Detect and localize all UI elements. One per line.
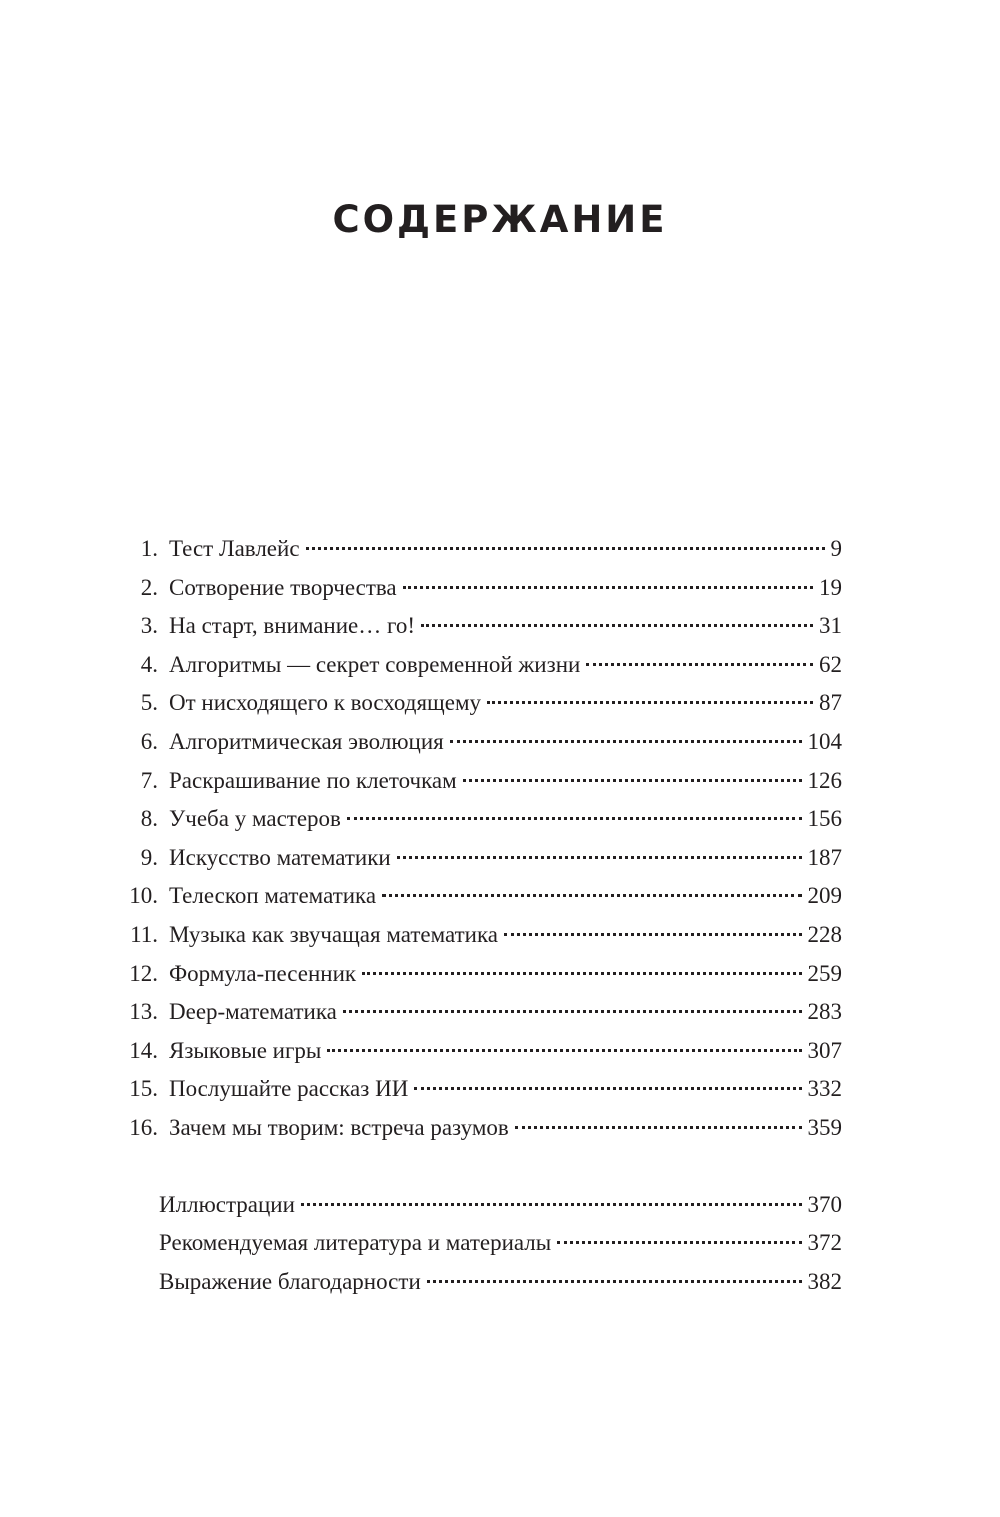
toc-entry-title: Иллюстрации: [159, 1191, 295, 1217]
toc-entry[interactable]: [110, 1070, 842, 1109]
toc-entry-title: Послушайте рассказ ИИ: [169, 1076, 409, 1102]
toc-entry-page: 307: [807, 1037, 842, 1063]
toc-entry-page: 156: [807, 806, 842, 832]
dot-leader: [515, 1126, 802, 1129]
chapter-list: [110, 530, 842, 1148]
toc-entry-page: 209: [807, 883, 842, 909]
toc-entry-number: 2.: [140, 574, 158, 600]
toc-entry-number: 16.: [129, 1114, 158, 1140]
toc-entry-number: 9.: [140, 844, 158, 870]
dot-leader: [427, 1280, 802, 1283]
dot-leader: [414, 1087, 801, 1090]
toc-entry-page: 87: [819, 690, 842, 716]
toc-entry-page: 372: [807, 1230, 842, 1256]
toc-entry-title: Раскрашивание по клеточкам: [169, 767, 457, 793]
toc-entry-number: 8.: [140, 806, 158, 832]
toc-entry-page: 9: [830, 536, 842, 561]
toc-entry-number: 11.: [130, 921, 158, 947]
toc-entry[interactable]: [110, 1032, 842, 1071]
toc-entry[interactable]: [110, 839, 842, 878]
dot-leader: [557, 1241, 801, 1244]
toc-entry[interactable]: [110, 877, 842, 916]
dot-leader: [504, 933, 801, 936]
toc-entry-number: 5.: [140, 690, 158, 716]
toc-entry[interactable]: [110, 569, 842, 608]
dot-leader: [347, 817, 802, 820]
toc-entry-title: Алгоритмическая эволюция: [169, 728, 444, 754]
toc-entry[interactable]: [110, 530, 842, 569]
toc-entry-title: Сотворение творчества: [169, 574, 397, 600]
toc-entry[interactable]: [110, 955, 842, 994]
toc-entry-page: 62: [819, 651, 842, 677]
toc-entry-page: 332: [807, 1076, 842, 1102]
toc-entry-title: Выражение благодарности: [159, 1268, 421, 1294]
toc-entry-number: 15.: [129, 1076, 158, 1102]
dot-leader: [343, 1010, 802, 1013]
toc-entry[interactable]: [110, 1186, 842, 1225]
toc-entry-title: Зачем мы творим: встреча разумов: [169, 1114, 509, 1140]
toc-entry-page: 228: [807, 921, 842, 947]
toc-entry-title: Учеба у мастеров: [169, 806, 341, 832]
toc-entry[interactable]: [110, 646, 842, 685]
toc-entry[interactable]: [110, 1224, 842, 1263]
toc-entry-page: 187: [807, 844, 842, 870]
dot-leader: [362, 972, 801, 975]
toc-entry[interactable]: [110, 993, 842, 1032]
dot-leader: [327, 1049, 801, 1052]
dot-leader: [421, 624, 813, 627]
toc-entry-title: Формула-песенник: [169, 960, 357, 986]
toc-entry-number: 13.: [129, 999, 158, 1025]
toc-entry-number: 4.: [140, 651, 158, 677]
toc-entry[interactable]: [110, 916, 842, 955]
toc-entry-title: На старт, внимание… го!: [169, 613, 416, 639]
page-title: СОДЕРЖАНИЕ: [332, 198, 668, 241]
toc-entry[interactable]: [110, 800, 842, 839]
toc-entry-page: 104: [807, 728, 842, 754]
toc-entry-title: Алгоритмы — секрет современной жизни: [169, 651, 581, 677]
toc-entry-page: 382: [807, 1268, 842, 1294]
toc-entry-title: Языковые игры: [169, 1037, 322, 1063]
dot-leader: [306, 547, 825, 550]
dot-leader: [450, 740, 802, 743]
toc-entry-page: 359: [807, 1114, 842, 1140]
toc-entry-title: Телескоп математика: [169, 883, 377, 909]
toc-entry-title: Тест Лавлейс: [169, 536, 300, 561]
toc-entry[interactable]: [110, 1263, 842, 1302]
toc-entry-number: 6.: [140, 728, 158, 754]
section-spacer: [110, 1148, 842, 1186]
toc-entry-title: Deep-математика: [169, 999, 337, 1025]
dot-leader: [586, 663, 813, 666]
toc-entry-page: 370: [807, 1191, 842, 1217]
dot-leader: [397, 856, 802, 859]
toc-entry-page: 31: [819, 613, 842, 639]
dot-leader: [487, 701, 813, 704]
dot-leader: [301, 1203, 802, 1206]
toc-entry-number: 12.: [129, 960, 158, 986]
dot-leader: [382, 894, 801, 897]
toc-entry[interactable]: [110, 684, 842, 723]
table-of-contents: [110, 530, 842, 1301]
toc-entry-page: 19: [819, 574, 842, 600]
toc-entry-page: 283: [807, 999, 842, 1025]
toc-entry[interactable]: [110, 723, 842, 762]
toc-entry-page: 259: [807, 960, 842, 986]
toc-entry-number: 7.: [140, 767, 158, 793]
toc-entry-number: 14.: [129, 1037, 158, 1063]
toc-entry-page: 126: [807, 767, 842, 793]
dot-leader: [403, 586, 813, 589]
toc-entry-title: Искусство математики: [169, 844, 391, 870]
toc-entry-title: Рекомендуемая литература и материалы: [159, 1230, 552, 1256]
toc-entry-title: Музыка как звучащая математика: [169, 921, 499, 947]
toc-entry[interactable]: [110, 1109, 842, 1148]
toc-entry-number: 3.: [140, 613, 158, 639]
toc-entry-number: 1.: [140, 536, 158, 561]
toc-entry[interactable]: [110, 762, 842, 801]
toc-entry[interactable]: [110, 607, 842, 646]
toc-entry-number: 10.: [129, 883, 158, 909]
dot-leader: [463, 779, 802, 782]
toc-entry-title: От нисходящего к восходящему: [169, 690, 482, 716]
appendix-list: [110, 1186, 842, 1302]
